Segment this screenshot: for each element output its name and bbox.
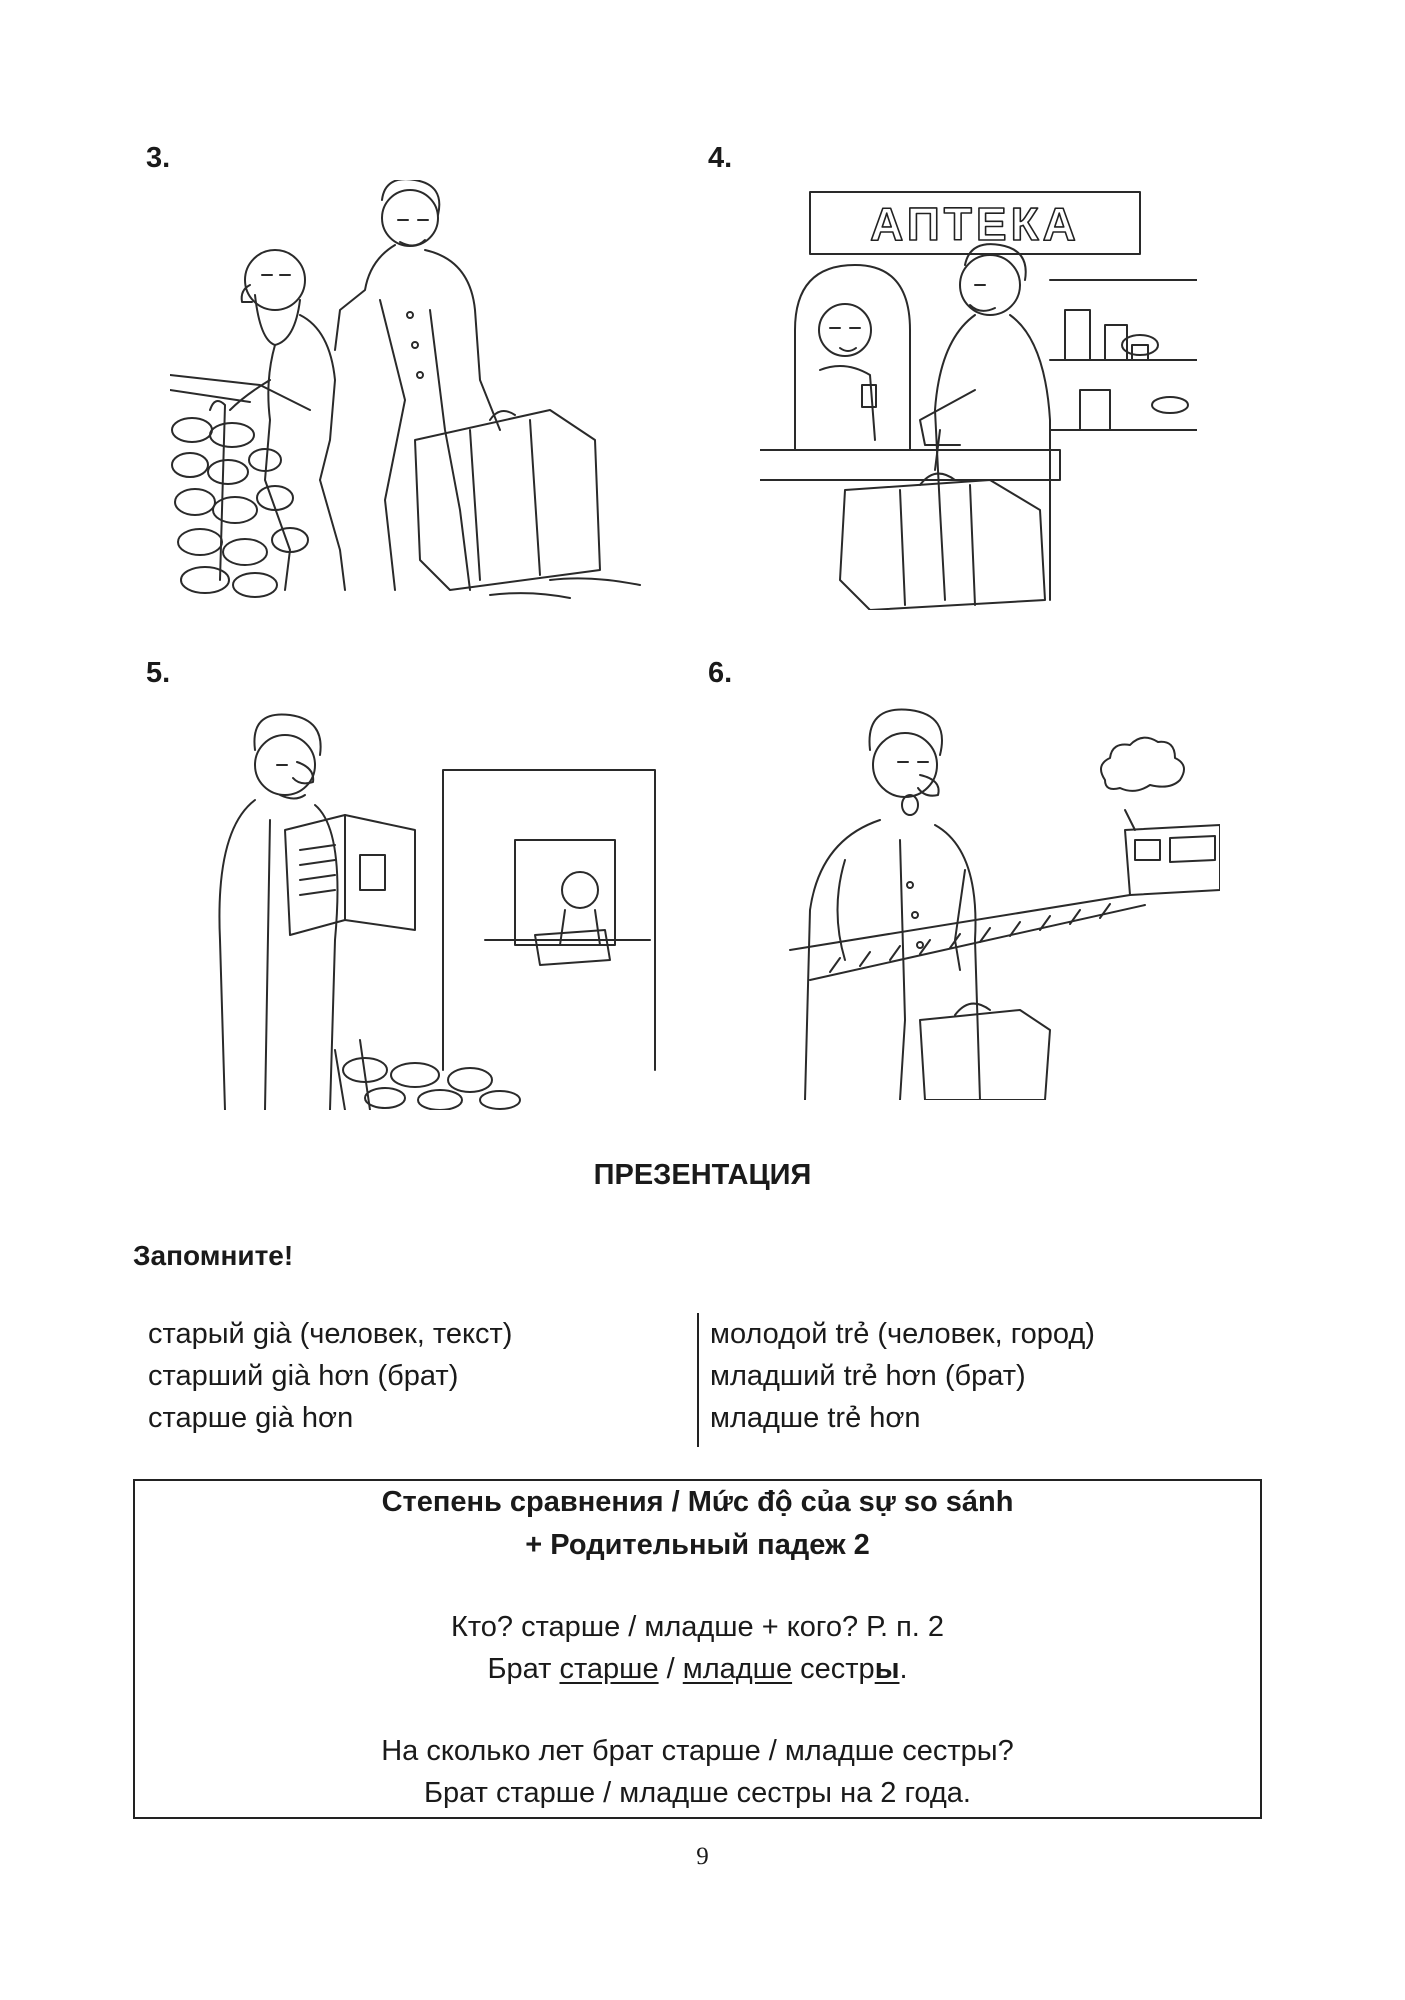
vocab-item-mladshii: младший trẻ hơn (брат)	[710, 1360, 1026, 1392]
rule-question: На сколько лет брат старше / младше сестры?	[381, 1735, 1014, 1767]
example-noun-ending: ы	[874, 1653, 900, 1685]
rule-pattern: Кто? старше / младше + кого? Р. п. 2	[450, 1611, 945, 1643]
picture-number-5: 5.	[146, 657, 171, 689]
vocab-item-mladshe: младше trẻ hơn	[710, 1402, 921, 1434]
vocab-item-starshe: старше già hơn	[148, 1402, 354, 1434]
vocab-item-staryi: старый già (человек, текст)	[148, 1318, 513, 1350]
rule-title-line2: + Родительный падеж 2	[525, 1529, 870, 1561]
rule-answer: Брат старше / младше сестры на 2 года.	[424, 1777, 971, 1809]
example-slash: /	[666, 1653, 675, 1685]
page-number: 9	[696, 1843, 709, 1870]
presentation-heading: ПРЕЗЕНТАЦИЯ	[593, 1159, 812, 1191]
man-reading-newspaper-at-kiosk-drawing	[185, 690, 660, 1110]
example-noun	[800, 1653, 907, 1685]
picture-number-4: 4.	[708, 142, 733, 174]
example-word-brother: Брат	[487, 1653, 552, 1685]
example-younger: младше	[682, 1653, 793, 1685]
example-older: старше	[559, 1653, 659, 1685]
grammar-rule-box	[133, 1479, 1262, 1819]
picture-number-3: 3.	[146, 142, 171, 174]
example-noun-stem: сестр	[800, 1653, 875, 1685]
old-man-helped-with-suitcase-drawing	[170, 180, 662, 600]
vocab-list-young	[710, 1313, 1095, 1439]
pharmacy-sign-text: АПТЕКА	[870, 198, 1080, 250]
vocab-divider	[697, 1313, 699, 1447]
vocab-item-molodoi: молодой trẻ (человек, город)	[710, 1318, 1095, 1350]
man-missing-train-drawing	[750, 690, 1220, 1100]
remember-label: Запомните!	[133, 1240, 294, 1271]
picture-number-6: 6.	[708, 657, 733, 689]
rule-example	[135, 1653, 1260, 1686]
pharmacy-counter-drawing	[760, 180, 1197, 610]
vocab-list-old	[148, 1313, 512, 1439]
example-period: .	[899, 1653, 908, 1685]
rule-title-line1: Степень сравнения / Mức độ của sự so sánh	[381, 1486, 1014, 1518]
vocab-item-starshii: старший già hơn (брат)	[148, 1360, 459, 1392]
